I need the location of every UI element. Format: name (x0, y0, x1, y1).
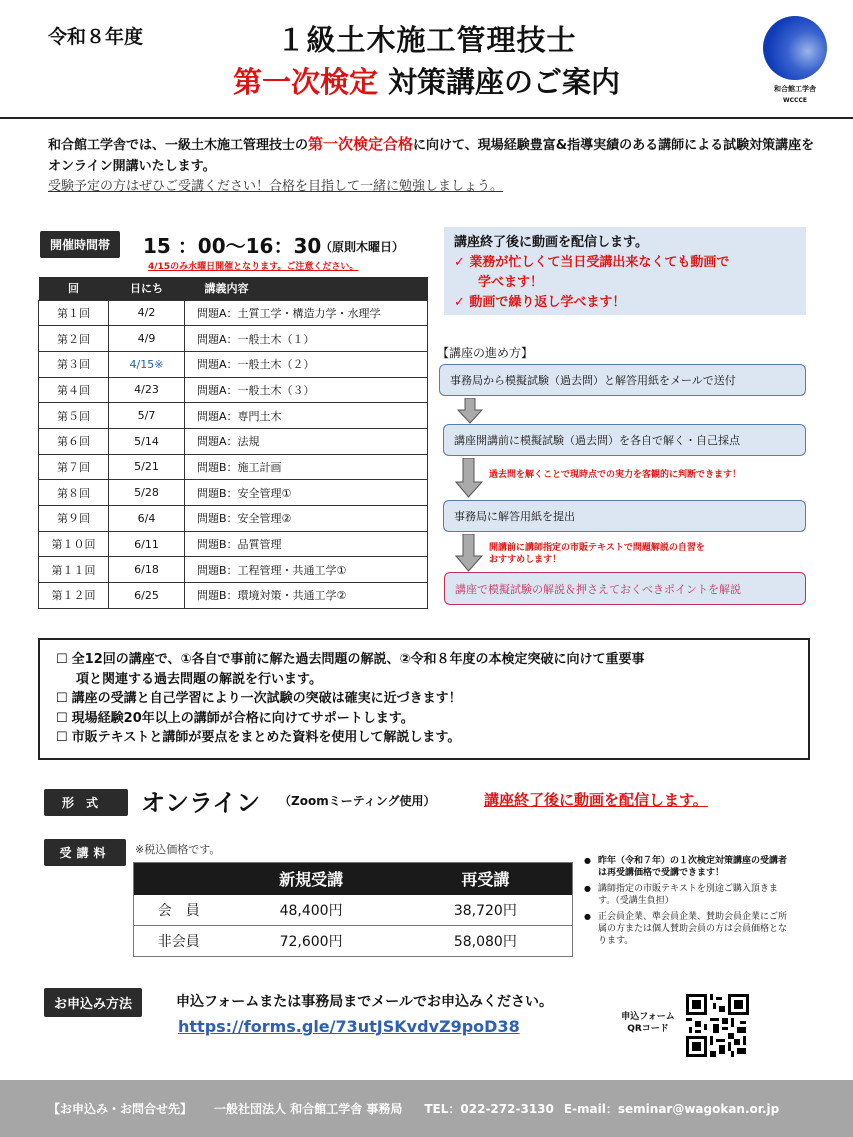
apply-form-link[interactable]: https://forms.gle/73utJSKvdvZ9poD38 (178, 1017, 520, 1036)
tax-note: ※税込価格です。 (135, 843, 221, 856)
fee-badge: 受講料 (44, 839, 126, 866)
col-new: 新規受講 (224, 863, 399, 895)
logo-name: 和合館工学舎 (774, 85, 816, 93)
nonmember-new-price: 72,600円 (224, 926, 399, 957)
down-arrow-icon (457, 398, 483, 424)
footer-email: E-mail：seminar@wagokan.or.jp (563, 1102, 780, 1116)
session-cell: 第４回 (39, 377, 109, 403)
feature-box (38, 638, 810, 760)
footer-tel: TEL：022-272-3130 (424, 1102, 554, 1116)
flow-step-3: 事務局に解答用紙を提出 (443, 500, 806, 532)
flow-step-4: 講座で模擬試験の解説＆押さえておくべきポイントを解説 (444, 572, 806, 605)
fee-corner (134, 863, 224, 895)
content-cell: 問題A：法規 (185, 428, 428, 454)
fee-table (133, 862, 573, 957)
feature-item (56, 650, 808, 670)
date-cell: 5/14 (109, 428, 185, 454)
member-new-price: 48,400円 (224, 895, 399, 926)
nonmember-re-price: 58,080円 (399, 926, 573, 957)
qr-code-icon[interactable] (686, 994, 749, 1057)
session-cell: 第１回 (39, 300, 109, 326)
flow-note-2 (489, 542, 705, 566)
session-cell: 第５回 (39, 403, 109, 429)
format-online: オンライン (141, 789, 261, 817)
video-info-title: 講座終了後に動画を配信します。 (454, 235, 648, 250)
content-cell: 問題A：一般土木（１） (185, 326, 428, 352)
format-badge: 形式 (44, 789, 128, 816)
schedule-header-row (39, 277, 428, 300)
content-cell: 問題B：品質管理 (185, 531, 428, 557)
footer-contact-label: 【お申込み・お問合せ先】 (48, 1102, 193, 1116)
schedule-table (38, 277, 428, 609)
qr-label-line2: QRコード (627, 1024, 669, 1034)
content-cell: 問題A：土質工学・構造力学・水理学 (185, 300, 428, 326)
member-label: 会 員 (134, 895, 224, 926)
footer-org: 一般社団法人 和合館工学舎 事務局 (214, 1102, 403, 1116)
fee-note-2: ● 講師指定の市販テキストを別途ご購入頂きます。（受講生負担） (584, 883, 789, 907)
table-row (39, 557, 428, 583)
page-title: １級土木施工管理技士 (276, 23, 577, 57)
session-cell: 第３回 (39, 351, 109, 377)
fee-header-row (134, 863, 573, 895)
feature-item (56, 728, 808, 748)
table-row (39, 300, 428, 326)
date-cell: 4/15※ (109, 351, 185, 377)
date-cell: 6/18 (109, 557, 185, 583)
flow-title: 【講座の進め方】 (437, 346, 534, 360)
table-row (39, 351, 428, 377)
year-label: 令和８年度 (48, 26, 144, 48)
intro-text (48, 134, 818, 177)
checkbox-icon: ☐ (56, 652, 68, 667)
feature-item (56, 689, 808, 709)
date-cell: 5/28 (109, 480, 185, 506)
video-info-point1-cont: 学べます！ (478, 275, 544, 290)
feature-text: 現場経験20年以上の講師が合格に向けてサポートします。 (71, 710, 414, 726)
content-cell: 問題B：施工計画 (185, 454, 428, 480)
feature-text: 市販テキストと講師が要点をまとめた資料を使用して解説します。 (71, 730, 461, 745)
date-cell: 4/23 (109, 377, 185, 403)
table-row (134, 926, 573, 957)
table-row (39, 583, 428, 609)
col-content: 講義内容 (185, 277, 428, 300)
session-cell: 第２回 (39, 326, 109, 352)
format-zoom: （Zoomミーティング使用） (279, 794, 436, 808)
content-cell: 問題B：安全管理① (185, 480, 428, 506)
video-info-point1: ✓ 業務が忙しくて当日受講出来なくても動画で (454, 255, 730, 270)
member-re-price: 38,720円 (399, 895, 573, 926)
fee-note-3: ● 正会員企業、準会員企業、賛助会員企業にご所属の方または個人賛助会員の方は会員価格となります。 (584, 911, 789, 947)
apply-text: 申込フォームまたは事務局までメールでお申込みください。 (176, 994, 554, 1010)
content-cell: 問題B：環境対策・共通工学② (185, 583, 428, 609)
checkbox-icon: ☐ (56, 710, 68, 726)
checkbox-icon: ☐ (56, 730, 68, 745)
feature-item (56, 709, 808, 729)
down-arrow-icon (455, 458, 483, 498)
down-arrow-icon (455, 534, 483, 572)
session-cell: 第８回 (39, 480, 109, 506)
video-info-box (444, 227, 806, 315)
content-cell: 問題A：一般土木（３） (185, 377, 428, 403)
qr-label (612, 1011, 684, 1035)
flow-step-1: 事務局から模擬試験（過去問）と解答用紙をメールで送付 (439, 364, 806, 396)
content-cell: 問題A：専門土木 (185, 403, 428, 429)
time-badge: 開催時間帯 (40, 231, 120, 258)
date-cell: 5/21 (109, 454, 185, 480)
content-cell: 問題B：工程管理・共通工学① (185, 557, 428, 583)
header-divider (0, 117, 853, 119)
date-cell: 6/11 (109, 531, 185, 557)
table-row (39, 506, 428, 532)
intro-part2: に向けて、現場経験豊富&指導実績のある講師による試験対策講座をオンライン開講いたします。 (48, 138, 815, 174)
title-highlight: 第一次検定 (232, 65, 378, 99)
session-cell: 第９回 (39, 506, 109, 532)
session-cell: 第６回 (39, 428, 109, 454)
feature-text: 全12回の講座で、①各自で事前に解た過去問題の解説、②令和８年度の本検定突破に向けて重要事 (71, 652, 645, 667)
feature-text: 講座の受講と自己学習により一次試験の突破は確実に近づきます！ (71, 691, 462, 706)
col-re: 再受講 (399, 863, 573, 895)
feature-item-cont: 項と関連する過去問題の解説を行います。 (76, 671, 322, 687)
table-row (39, 531, 428, 557)
time-note: （原則木曜日） (320, 240, 405, 254)
session-cell: 第１２回 (39, 583, 109, 609)
table-row (39, 326, 428, 352)
date-change-note: 4/15のみ水曜日開催となります。ご注意ください。 (148, 262, 359, 272)
content-cell: 問題B：安全管理② (185, 506, 428, 532)
session-cell: 第１０回 (39, 531, 109, 557)
table-row (39, 377, 428, 403)
flow-step-2: 講座開講前に模擬試験（過去問）を各自で解く・自己採点 (443, 424, 806, 456)
intro-part1: 和合館工学舎では、一級土木施工管理技士の (48, 138, 309, 153)
time-range: 15 ：00〜16：30 (143, 234, 322, 258)
checkbox-icon: ☐ (56, 691, 68, 706)
qr-label-line1: 申込フォーム (621, 1012, 675, 1022)
date-cell: 6/25 (109, 583, 185, 609)
table-row (39, 403, 428, 429)
col-date: 日にち (109, 277, 185, 300)
session-cell: 第１１回 (39, 557, 109, 583)
title-rest: 対策講座のご案内 (377, 65, 621, 99)
nonmember-label: 非会員 (134, 926, 224, 957)
content-cell: 問題A：一般土木（２） (185, 351, 428, 377)
col-session: 回 (39, 277, 109, 300)
table-row (39, 480, 428, 506)
video-info-point2: ✓ 動画で繰り返し学べます！ (454, 295, 626, 310)
intro-highlight: 第一次検定合格 (308, 135, 414, 153)
logo-abbr: WCCCE (783, 97, 807, 104)
flow-note-2a: 開講前に講師指定の市販テキストで問題解説の自習を (489, 543, 705, 553)
date-cell: 4/9 (109, 326, 185, 352)
date-cell: 4/2 (109, 300, 185, 326)
logo-icon (763, 16, 827, 80)
table-row (134, 895, 573, 926)
intro-encourage: 受験予定の方はぜひご受講ください！合格を目指して一緒に勉強しましょう。 (48, 179, 504, 194)
flow-note-1: 過去問を解くことで現時点での実力を客観的に判断できます！ (489, 470, 742, 480)
date-cell: 6/4 (109, 506, 185, 532)
page-subtitle (0, 60, 853, 101)
flow-note-2b: おすすめします！ (489, 555, 562, 565)
fee-note-1: ● 昨年（令和７年）の１次検定対策講座の受講者は再受講価格で受講できます！ (584, 855, 789, 879)
date-cell: 5/7 (109, 403, 185, 429)
fee-notes (584, 855, 789, 951)
footer-bar (0, 1080, 853, 1137)
apply-badge: お申込み方法 (44, 988, 142, 1017)
session-cell: 第７回 (39, 454, 109, 480)
format-video-note: 講座終了後に動画を配信します。 (484, 791, 708, 809)
table-row (39, 454, 428, 480)
table-row (39, 428, 428, 454)
